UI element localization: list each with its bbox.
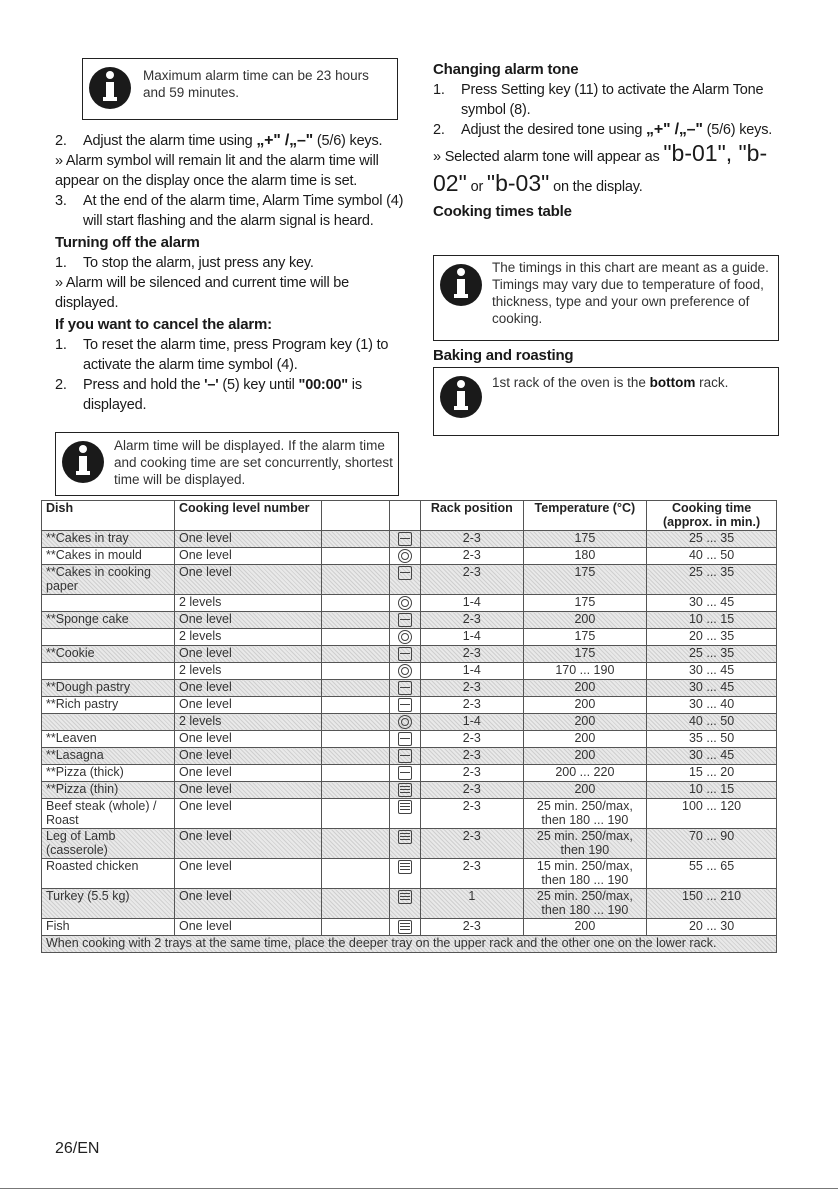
time-cell: 35 ... 50 xyxy=(647,731,777,748)
right-column xyxy=(433,58,778,222)
heading-baking-roasting: Baking and roasting xyxy=(433,347,574,364)
blank-cell xyxy=(321,765,389,782)
fan-heating-icon xyxy=(398,596,412,610)
grill-icon xyxy=(398,800,412,814)
mode-cell xyxy=(389,919,420,936)
temperature-cell: 200 xyxy=(523,680,647,697)
dish-cell: Roasted chicken xyxy=(42,859,175,889)
info-text: The timings in this chart are meant as a guide. Timings may vary due to temperature of food, thickness, type and your own preference of cooking. xyxy=(492,260,769,326)
temperature-cell: 25 min. 250/max, then 180 ... 190 xyxy=(523,889,647,919)
time-cell: 150 ... 210 xyxy=(647,889,777,919)
time-cell: 20 ... 30 xyxy=(647,919,777,936)
rack-cell: 2-3 xyxy=(421,919,524,936)
level-cell: One level xyxy=(174,765,321,782)
dish-cell: **Cookie xyxy=(42,646,175,663)
table-row xyxy=(42,799,777,829)
step-hold-minus: 2. Press and hold the '–' (5) key until "00:00" is displayed. xyxy=(55,377,362,413)
step-adjust-alarm: 2. Adjust the alarm time using „+" /„–" (5/6) keys. xyxy=(55,132,383,149)
table-row xyxy=(42,548,777,565)
plus-minus-symbol: „+" /„–" xyxy=(646,121,703,138)
table-row xyxy=(42,731,777,748)
dish-cell: Beef steak (whole) / Roast xyxy=(42,799,175,829)
mode-cell xyxy=(389,531,420,548)
level-cell: One level xyxy=(174,829,321,859)
info-text: Maximum alarm time can be 23 hours and 59 minutes. xyxy=(143,68,369,100)
grill-icon xyxy=(398,890,412,904)
mode-cell xyxy=(389,697,420,714)
table-row xyxy=(42,919,777,936)
mode-cell xyxy=(389,731,420,748)
level-cell: One level xyxy=(174,548,321,565)
temperature-cell: 200 xyxy=(523,782,647,799)
temperature-cell: 200 xyxy=(523,612,647,629)
level-cell: One level xyxy=(174,889,321,919)
temperature-cell: 15 min. 250/max, then 180 ... 190 xyxy=(523,859,647,889)
mode-cell xyxy=(389,714,420,731)
time-cell: 10 ... 15 xyxy=(647,612,777,629)
rack-cell: 2-3 xyxy=(421,565,524,595)
blank-cell xyxy=(321,782,389,799)
time-cell: 30 ... 45 xyxy=(647,595,777,612)
blank-cell xyxy=(321,829,389,859)
mode-cell xyxy=(389,765,420,782)
time-cell: 55 ... 65 xyxy=(647,859,777,889)
rack-cell: 1-4 xyxy=(421,595,524,612)
fan-top-bottom-icon xyxy=(398,766,412,780)
step-reset-alarm: 1. To reset the alarm time, press Program key (1) to activate the alarm time symbol (4). xyxy=(55,337,389,373)
table-row xyxy=(42,663,777,680)
table-row xyxy=(42,697,777,714)
rack-cell: 2-3 xyxy=(421,548,524,565)
level-cell: One level xyxy=(174,782,321,799)
level-cell: One level xyxy=(174,697,321,714)
fan-heating-icon xyxy=(398,549,412,563)
info-icon xyxy=(434,368,488,422)
level-cell: One level xyxy=(174,859,321,889)
mode-cell xyxy=(389,629,420,646)
table-row xyxy=(42,629,777,646)
rack-cell: 2-3 xyxy=(421,782,524,799)
step-setting-key: 1. Press Setting key (11) to activate the Alarm Tone symbol (8). xyxy=(433,82,764,118)
mode-cell xyxy=(389,782,420,799)
blank-cell xyxy=(321,548,389,565)
header-dish: Dish xyxy=(42,501,175,531)
header-mode xyxy=(389,501,420,531)
fan-top-bottom-icon xyxy=(398,681,412,695)
level-cell: One level xyxy=(174,919,321,936)
table-row xyxy=(42,829,777,859)
left-column xyxy=(55,131,415,415)
time-cell: 30 ... 45 xyxy=(647,663,777,680)
table-footnote-row xyxy=(42,936,777,953)
info-icon xyxy=(434,256,488,310)
blank-cell xyxy=(321,595,389,612)
table-row xyxy=(42,680,777,697)
time-cell: 40 ... 50 xyxy=(647,548,777,565)
blank-cell xyxy=(321,646,389,663)
level-cell: One level xyxy=(174,646,321,663)
rack-cell: 1-4 xyxy=(421,629,524,646)
temperature-cell: 175 xyxy=(523,646,647,663)
level-cell: One level xyxy=(174,799,321,829)
dish-cell: **Sponge cake xyxy=(42,612,175,629)
dish-cell: **Rich pastry xyxy=(42,697,175,714)
table-footnote: When cooking with 2 trays at the same time, place the deeper tray on the upper rack and the other one on the lower rack. xyxy=(42,936,777,953)
blank-cell xyxy=(321,919,389,936)
result-alarm-set: » Alarm symbol will remain lit and the alarm time will appear on the display once the alarm time is set. xyxy=(55,153,379,189)
info-icon xyxy=(83,59,137,113)
blank-cell xyxy=(321,680,389,697)
temperature-cell: 25 min. 250/max, then 190 xyxy=(523,829,647,859)
mode-cell xyxy=(389,799,420,829)
header-blank xyxy=(321,501,389,531)
table-row xyxy=(42,595,777,612)
temperature-cell: 200 xyxy=(523,748,647,765)
table-row xyxy=(42,765,777,782)
rack-cell: 2-3 xyxy=(421,799,524,829)
temperature-cell: 200 xyxy=(523,731,647,748)
temperature-cell: 175 xyxy=(523,595,647,612)
rack-cell: 2-3 xyxy=(421,646,524,663)
time-cell: 20 ... 35 xyxy=(647,629,777,646)
rack-cell: 1 xyxy=(421,889,524,919)
blank-cell xyxy=(321,889,389,919)
table-row xyxy=(42,565,777,595)
blank-cell xyxy=(321,612,389,629)
dish-cell: **Pizza (thick) xyxy=(42,765,175,782)
time-cell: 30 ... 45 xyxy=(647,748,777,765)
temperature-cell: 175 xyxy=(523,531,647,548)
rack-cell: 2-3 xyxy=(421,859,524,889)
mode-cell xyxy=(389,646,420,663)
rack-cell: 1-4 xyxy=(421,714,524,731)
rack-cell: 2-3 xyxy=(421,531,524,548)
dish-cell xyxy=(42,595,175,612)
rack-cell: 1-4 xyxy=(421,663,524,680)
grill-icon xyxy=(398,830,412,844)
grill-icon xyxy=(398,783,412,797)
heading-alarm-tone: Changing alarm tone xyxy=(433,61,579,78)
heading-turning-off: Turning off the alarm xyxy=(55,234,200,251)
temperature-cell: 200 xyxy=(523,919,647,936)
table-row xyxy=(42,612,777,629)
grill-icon xyxy=(398,860,412,874)
bottom-rule xyxy=(0,1188,838,1189)
info-box-bottom-rack xyxy=(433,367,779,436)
blank-cell xyxy=(321,731,389,748)
dish-cell: **Pizza (thin) xyxy=(42,782,175,799)
header-cooking-time: Cooking time (approx. in min.) xyxy=(647,501,777,531)
level-cell: One level xyxy=(174,748,321,765)
plus-minus-symbol: „+" /„–" xyxy=(256,132,314,149)
table-row xyxy=(42,748,777,765)
blank-cell xyxy=(321,663,389,680)
blank-cell xyxy=(321,714,389,731)
dish-cell: Fish xyxy=(42,919,175,936)
blank-cell xyxy=(321,859,389,889)
step-adjust-tone: 2. Adjust the desired tone using „+" /„–" (5/6) keys. xyxy=(433,121,773,138)
temperature-cell: 170 ... 190 xyxy=(523,663,647,680)
mode-cell xyxy=(389,748,420,765)
mode-cell xyxy=(389,595,420,612)
blank-cell xyxy=(321,565,389,595)
dish-cell xyxy=(42,663,175,680)
dish-cell: Leg of Lamb (casserole) xyxy=(42,829,175,859)
blank-cell xyxy=(321,799,389,829)
temperature-cell: 175 xyxy=(523,629,647,646)
table-row xyxy=(42,889,777,919)
time-cell: 100 ... 120 xyxy=(647,799,777,829)
table-row xyxy=(42,782,777,799)
dish-cell: **Dough pastry xyxy=(42,680,175,697)
rack-cell: 2-3 xyxy=(421,765,524,782)
mode-cell xyxy=(389,829,420,859)
heading-cancel-alarm: If you want to cancel the alarm: xyxy=(55,316,272,333)
time-cell: 30 ... 40 xyxy=(647,697,777,714)
rack-cell: 2-3 xyxy=(421,731,524,748)
info-box-timings-guide xyxy=(433,255,779,341)
time-cell: 15 ... 20 xyxy=(647,765,777,782)
dish-cell xyxy=(42,629,175,646)
level-cell: One level xyxy=(174,680,321,697)
info-icon xyxy=(56,433,110,487)
table-row xyxy=(42,531,777,548)
blank-cell xyxy=(321,531,389,548)
dish-cell xyxy=(42,714,175,731)
page-number: 26/EN xyxy=(55,1140,100,1157)
rack-cell: 2-3 xyxy=(421,748,524,765)
temperature-cell: 200 xyxy=(523,697,647,714)
level-cell: 2 levels xyxy=(174,714,321,731)
level-cell: 2 levels xyxy=(174,629,321,646)
time-cell: 30 ... 45 xyxy=(647,680,777,697)
temperature-cell: 25 min. 250/max, then 180 ... 190 xyxy=(523,799,647,829)
mode-cell xyxy=(389,612,420,629)
mode-cell xyxy=(389,548,420,565)
rack-cell: 2-3 xyxy=(421,612,524,629)
heading-baking-roasting-wrap xyxy=(433,344,778,366)
fan-top-bottom-icon xyxy=(398,647,412,661)
dish-cell: Turkey (5.5 kg) xyxy=(42,889,175,919)
header-cooking-level: Cooking level number xyxy=(174,501,321,531)
level-cell: 2 levels xyxy=(174,595,321,612)
dish-cell: **Cakes in mould xyxy=(42,548,175,565)
level-cell: One level xyxy=(174,565,321,595)
mode-cell xyxy=(389,680,420,697)
fan-heating-icon xyxy=(398,715,412,729)
dish-cell: **Leaven xyxy=(42,731,175,748)
fan-top-bottom-icon xyxy=(398,732,412,746)
fan-top-bottom-icon xyxy=(398,749,412,763)
level-cell: One level xyxy=(174,731,321,748)
header-temperature: Temperature (°C) xyxy=(523,501,647,531)
rack-cell: 2-3 xyxy=(421,697,524,714)
time-cell: 25 ... 35 xyxy=(647,531,777,548)
fan-top-bottom-icon xyxy=(398,698,412,712)
table-header-row xyxy=(42,501,777,531)
grill-icon xyxy=(398,920,412,934)
fan-top-bottom-icon xyxy=(398,566,412,580)
fan-heating-icon xyxy=(398,664,412,678)
level-cell: One level xyxy=(174,531,321,548)
blank-cell xyxy=(321,748,389,765)
time-cell: 10 ... 15 xyxy=(647,782,777,799)
table-row xyxy=(42,859,777,889)
dish-cell: **Lasagna xyxy=(42,748,175,765)
fan-top-bottom-icon xyxy=(398,532,412,546)
mode-cell xyxy=(389,663,420,680)
time-cell: 25 ... 35 xyxy=(647,565,777,595)
rack-cell: 2-3 xyxy=(421,680,524,697)
result-alarm-silenced: » Alarm will be silenced and current time will be displayed. xyxy=(55,275,350,311)
info-text: 1st rack of the oven is the bottom rack. xyxy=(492,375,729,390)
level-cell: One level xyxy=(174,612,321,629)
table-row xyxy=(42,646,777,663)
heading-cooking-times: Cooking times table xyxy=(433,203,572,220)
rack-cell: 2-3 xyxy=(421,829,524,859)
fan-top-bottom-icon xyxy=(398,613,412,627)
header-rack-position: Rack position xyxy=(421,501,524,531)
blank-cell xyxy=(321,697,389,714)
table-body xyxy=(42,531,777,936)
time-cell: 25 ... 35 xyxy=(647,646,777,663)
step-alarm-end: 3. At the end of the alarm time, Alarm Time symbol (4) will start flashing and the alarm signal is heard. xyxy=(55,193,404,229)
fan-heating-icon xyxy=(398,630,412,644)
time-cell: 70 ... 90 xyxy=(647,829,777,859)
table-row xyxy=(42,714,777,731)
temperature-cell: 200 xyxy=(523,714,647,731)
dish-cell: **Cakes in cooking paper xyxy=(42,565,175,595)
temperature-cell: 200 ... 220 xyxy=(523,765,647,782)
mode-cell xyxy=(389,565,420,595)
blank-cell xyxy=(321,629,389,646)
cooking-times-table xyxy=(41,500,777,953)
result-tone: » Selected alarm tone will appear as "b-01", "b-02" or "b-03" on the display. xyxy=(433,140,768,196)
dish-cell: **Cakes in tray xyxy=(42,531,175,548)
info-box-max-alarm xyxy=(82,58,398,120)
temperature-cell: 180 xyxy=(523,548,647,565)
mode-cell xyxy=(389,859,420,889)
info-box-shortest-time xyxy=(55,432,399,496)
temperature-cell: 175 xyxy=(523,565,647,595)
mode-cell xyxy=(389,889,420,919)
level-cell: 2 levels xyxy=(174,663,321,680)
info-text: Alarm time will be displayed. If the alarm time and cooking time are set concurrently, shortest time will be displayed. xyxy=(114,438,393,487)
step-stop-alarm: 1. To stop the alarm, just press any key. xyxy=(55,255,314,271)
time-cell: 40 ... 50 xyxy=(647,714,777,731)
